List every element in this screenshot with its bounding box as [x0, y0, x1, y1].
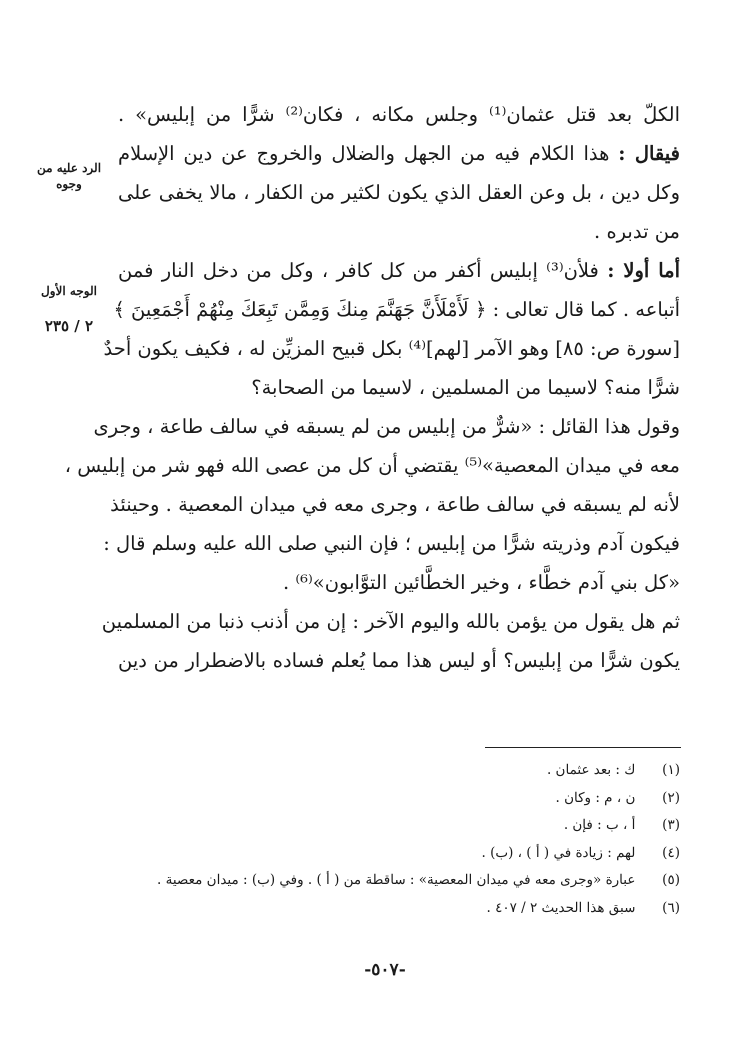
footnote-text: ك : بعد عثمان . — [546, 762, 636, 778]
footnote-number: (٦) — [662, 899, 680, 916]
footnote-number: (٣) — [662, 817, 680, 833]
footnote-item — [118, 757, 680, 785]
text-line: فيكون آدم وذريته شرًّا من إبليس ؛ فإن النبي صلى الله عليه وسلم قال : — [103, 532, 680, 555]
awwalan-rest: فلأن⁽³⁾ إبليس أكفر من كل كافر ، وكل من دخل النار فمن — [118, 259, 608, 282]
text-line: شرًّا منه؟ لاسيما من المسلمين ، لاسيما من الصحابة؟ — [251, 376, 680, 399]
margin-note-first-aspect: الوجه الأول — [41, 284, 97, 298]
text-line: يكون شرًّا من إبليس؟ أو ليس هذا مما يُعلم فساده بالاضطرار من دين — [118, 649, 680, 672]
footnote-number: (٤) — [662, 844, 680, 861]
footnote-item — [118, 785, 680, 813]
text-line: وقول هذا القائل : «شرٌّ من إبليس من لم يسبقه في سالف طاعة ، وجرى — [93, 415, 680, 438]
text-line-fayuqal — [118, 134, 680, 173]
footnotes — [118, 757, 680, 922]
awwalan-lead: أما أولا : — [607, 259, 681, 282]
fayuqal-lead: فيقال : — [618, 142, 681, 165]
footnote-text: أ ، ب : فإن . — [563, 817, 636, 833]
text-line: الكلّ بعد قتل عثمان⁽¹⁾ وجلس مكانه ، فكان⁽²⁾ شرًّا من إبليس» . — [118, 103, 680, 126]
text-line: [سورة ص: ٨٥] وهو الآمر [لهم]⁽⁴⁾ بكل قبيح المزيِّن له ، فكيف يكون أحدٌ — [103, 337, 680, 360]
footnote-text: لهم : زيادة في ( أ ) ، (ب) . — [481, 844, 636, 861]
hadith-line: «كل بني آدم خطَّاء ، وخير الخطَّائين التوَّابون»⁽⁶⁾ . — [282, 571, 680, 594]
text-line: لأنه لم يسبقه في سالف طاعة ، وجرى معه في ميدان المعصية . وحينئذ — [110, 493, 680, 516]
text-line: معه في ميدان المعصية»⁽⁵⁾ يقتضي أن كل من عصى الله فهو شر من إبليس ، — [64, 454, 680, 477]
page-number: -٥٠٧- — [364, 960, 406, 980]
footnote-divider — [485, 747, 681, 748]
footnote-text: عبارة «وجرى معه في ميدان المعصية» : ساقطة من ( أ ) . وفي (ب) : ميدان معصية . — [157, 872, 636, 888]
quran-verse-line: أتباعه . كما قال تعالى : ﴿ لَأَمْلَأَنَّ جَهَنَّمَ مِنكَ وَمِمَّن تَبِعَكَ مِنْهُمْ أَجْمَعِينَ ﴾ — [113, 298, 680, 321]
footnote-number: (١) — [662, 762, 680, 778]
footnote-text: ن ، م : وكان . — [555, 789, 636, 806]
footnote-item — [118, 840, 680, 868]
margin-note-refutation: الرد عليه من وجوه — [36, 161, 102, 191]
footnote-item — [118, 867, 680, 895]
fayuqal-rest: هذا الكلام فيه من الجهل والضلال والخروج عن دين الإسلام — [118, 142, 619, 165]
footnote-number: (٥) — [662, 872, 680, 888]
footnote-text: سبق هذا الحديث ٢ / ٤٠٧ . — [486, 899, 636, 916]
margin-note-reference: ٢ / ٢٣٥ — [44, 317, 94, 335]
footnote-item — [118, 895, 680, 923]
footnote-number: (٢) — [662, 789, 680, 806]
text-line-awwalan — [118, 251, 680, 290]
text-line: ثم هل يقول من يؤمن بالله واليوم الآخر : إن من أذنب ذنبا من المسلمين — [101, 610, 680, 633]
text-line: من تدبره . — [594, 220, 680, 243]
footnote-item — [118, 812, 680, 840]
text-line: وكل دين ، بل وعن العقل الذي يكون لكثير من الكفار ، مالا يخفى على — [118, 181, 680, 204]
